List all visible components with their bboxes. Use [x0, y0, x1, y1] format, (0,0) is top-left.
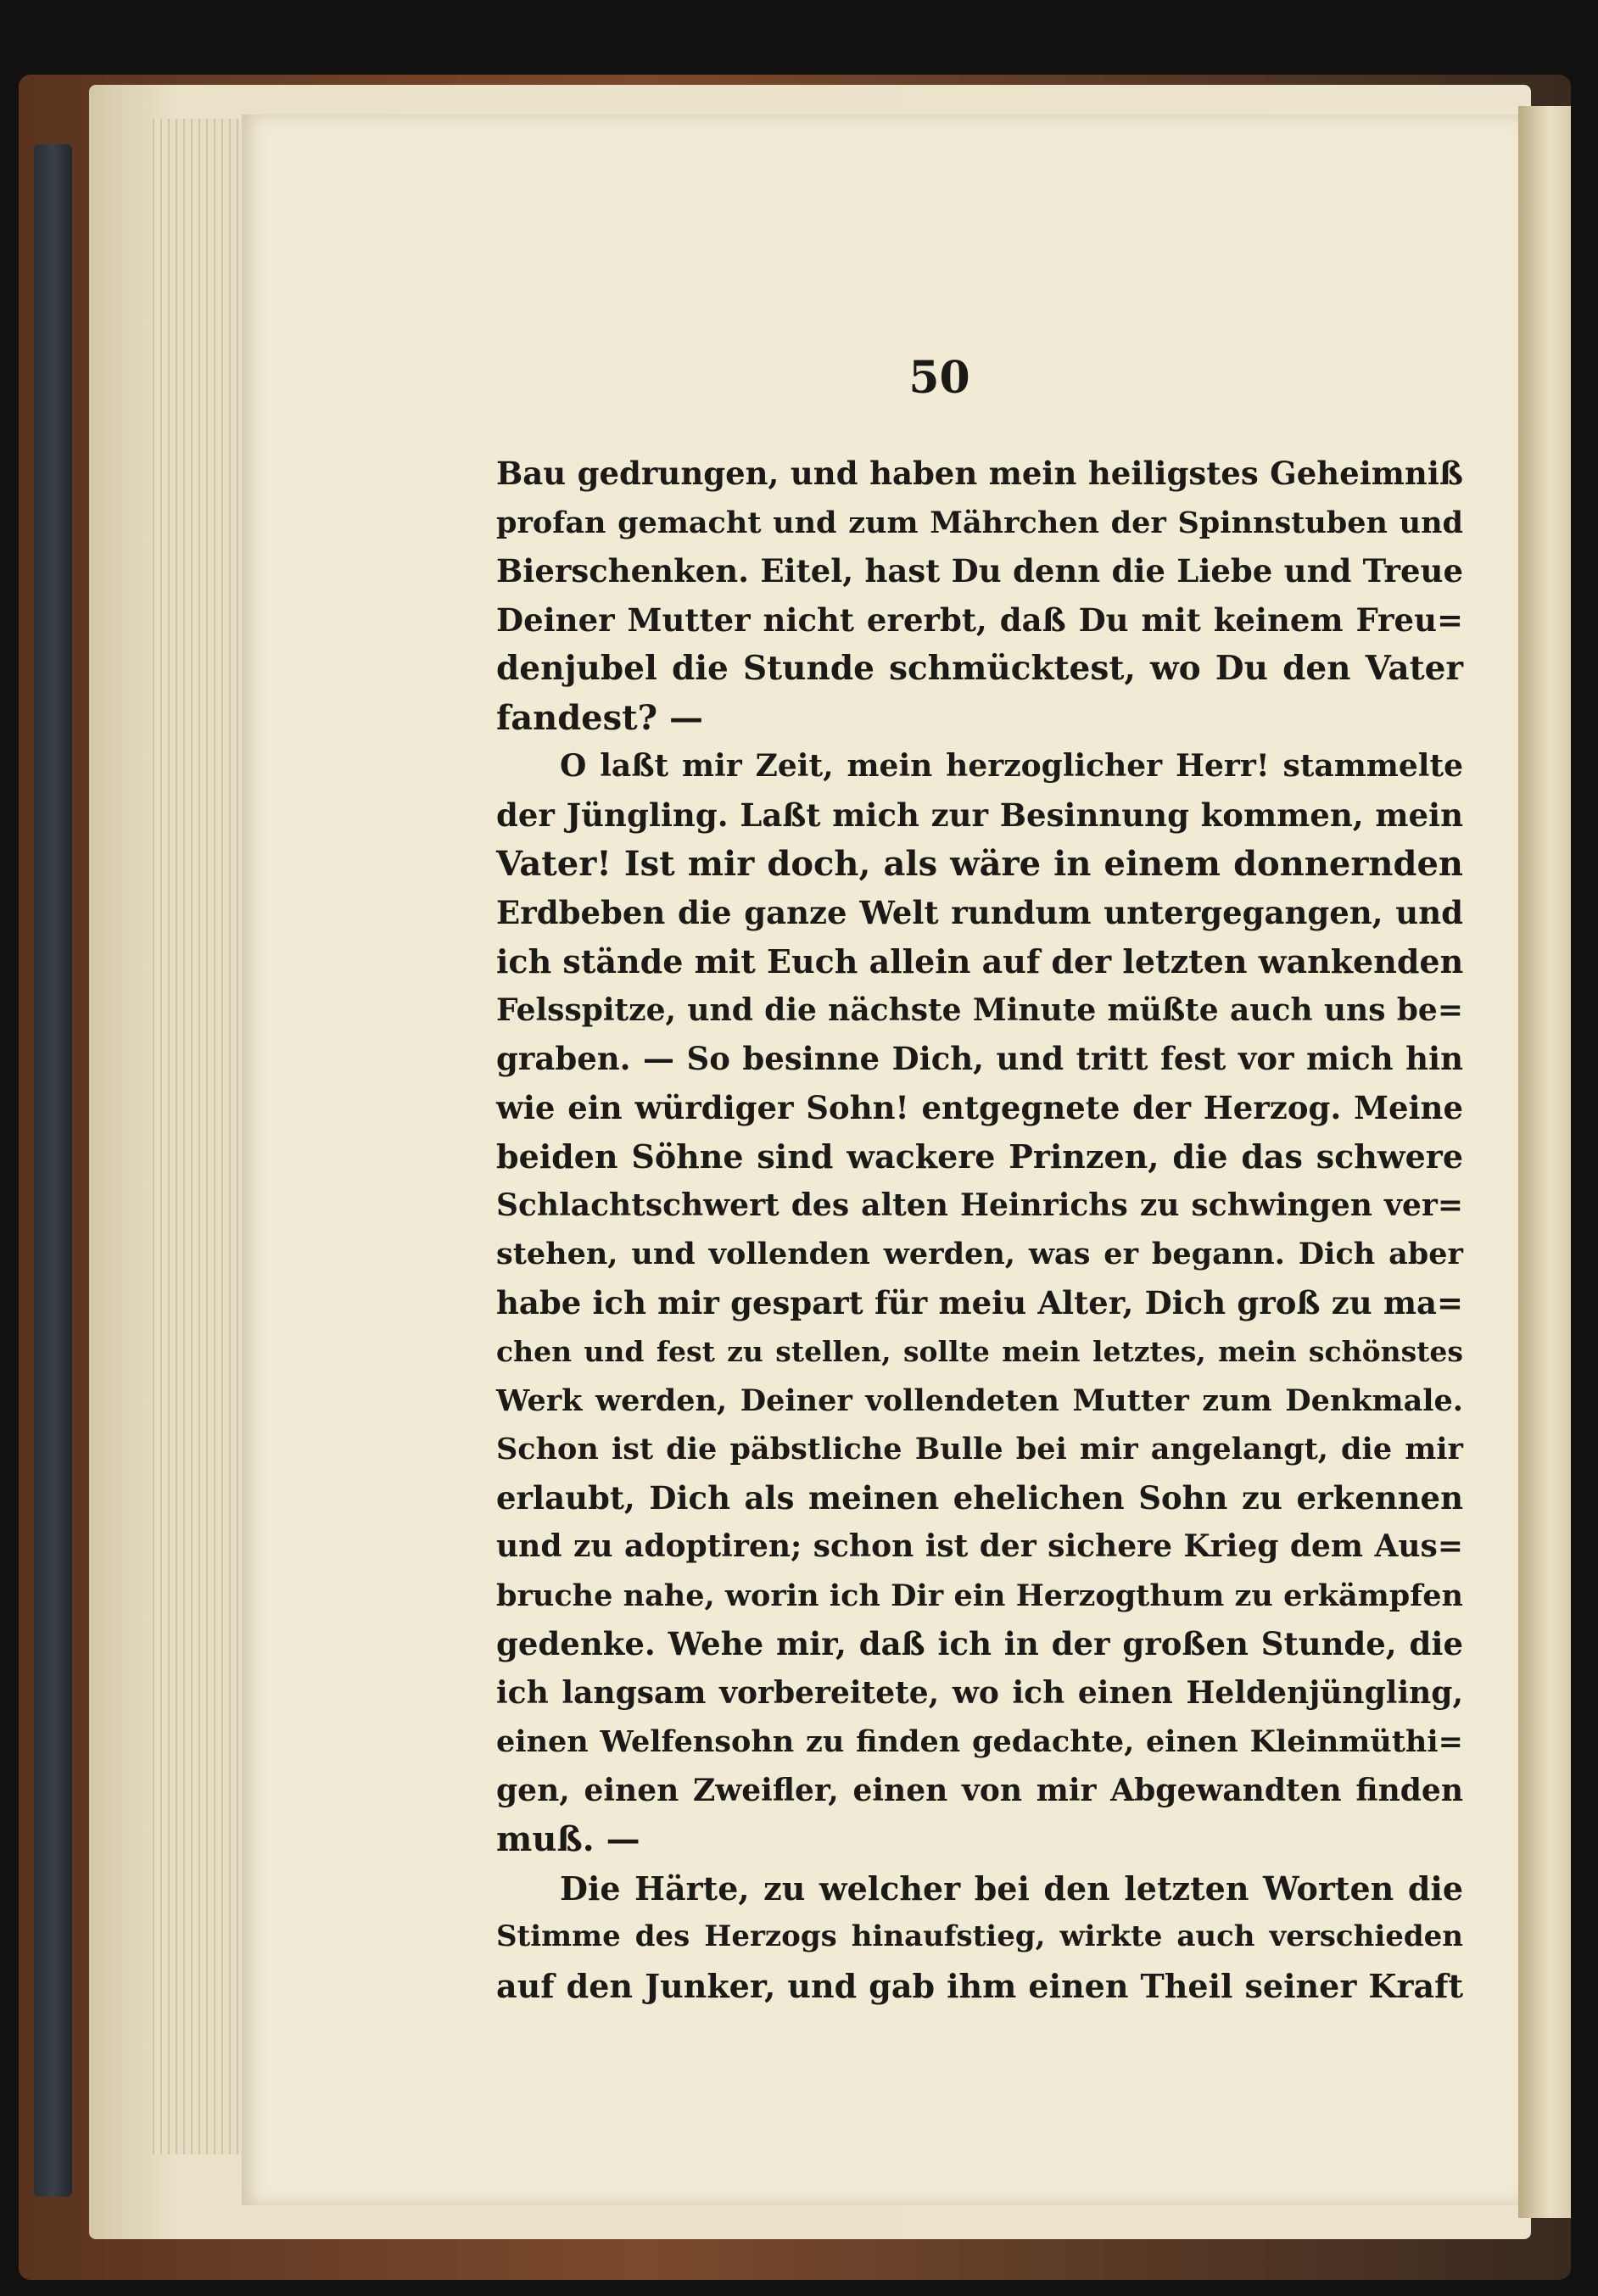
text-line: wie ein würdiger Sohn! entgegnete der Herzog. Meine: [496, 1088, 1463, 1126]
facing-page-gutter: [1518, 106, 1571, 2218]
text-line: fandest? —: [496, 697, 703, 738]
text-line: Schlachtschwert des alten Heinrichs zu schwingen ver=: [496, 1187, 1463, 1223]
text-line: ich stände mit Euch allein auf der letzten wankenden: [496, 942, 1464, 980]
text-line: chen und fest zu stellen, sollte mein letztes, mein schönstes: [496, 1335, 1463, 1368]
text-line: graben. — So besinne Dich, und tritt fest vor mich hin: [496, 1040, 1463, 1077]
text-line: beiden Söhne sind wackere Prinzen, die das schwere: [496, 1137, 1463, 1176]
text-line: Schon ist die päbstliche Bulle bei mir angelangt, die mir: [496, 1432, 1463, 1466]
text-line: erlaubt, Dich als meinen ehelichen Sohn zu erkennen: [496, 1478, 1463, 1517]
text-line: einen Welfensohn zu finden gedachte, einen Kleinmüthi=: [496, 1724, 1463, 1759]
page-number: 50: [908, 352, 970, 404]
text-line: Deiner Mutter nicht ererbt, daß Du mit keinem Freu=: [496, 601, 1463, 639]
text-line: O laßt mir Zeit, mein herzoglicher Herr! stammelte: [560, 748, 1463, 784]
text-line: bruche nahe, worin ich Dir ein Herzogthum zu erkämpfen: [496, 1578, 1463, 1613]
text-line: stehen, und vollenden werden, was er begann. Dich aber: [496, 1237, 1463, 1271]
text-line: gedenke. Wehe mir, daß ich in der großen Stunde, die: [496, 1625, 1463, 1662]
text-line: Werk werden, Deiner vollendeten Mutter zum Denkmale.: [496, 1383, 1463, 1418]
text-line: auf den Junker, und gab ihm einen Theil seiner Kraft: [496, 1966, 1463, 2005]
text-line: Erdbeben die ganze Welt rundum untergegangen, und: [496, 893, 1463, 931]
body-text: [496, 450, 1463, 2010]
text-line: Vater! Ist mir doch, als wäre in einem donnernden: [496, 844, 1463, 884]
text-line: der Jüngling. Laßt mich zur Besinnung kommen, mein: [496, 796, 1463, 834]
text-line: denjubel die Stunde schmücktest, wo Du den Vater: [496, 649, 1463, 688]
text-line: Die Härte, zu welcher bei den letzten Worten die: [560, 1869, 1463, 1908]
text-line: profan gemacht und zum Mährchen der Spinnstuben und: [496, 505, 1463, 540]
text-line: Bierschenken. Eitel, hast Du denn die Liebe und Treue: [496, 552, 1463, 589]
text-line: ich langsam vorbereitete, wo ich einen Heldenjüngling,: [496, 1674, 1463, 1711]
text-line: muß. —: [496, 1819, 640, 1859]
book-page: [242, 115, 1518, 2205]
text-line: Bau gedrungen, und haben mein heiligstes Geheimniß: [496, 455, 1463, 492]
text-line: Stimme des Herzogs hinaufstieg, wirkte auch verschieden: [496, 1919, 1463, 1953]
page-edges: [153, 119, 246, 2154]
text-line: habe ich mir gespart für meiu Alter, Dich groß zu ma=: [496, 1283, 1463, 1321]
text-line: und zu adoptiren; schon ist der sichere Krieg dem Aus=: [496, 1528, 1463, 1564]
text-line: Felsspitze, und die nächste Minute müßte auch uns be=: [496, 992, 1463, 1028]
cover-spine-edge: [34, 144, 72, 2197]
text-line: gen, einen Zweifler, einen von mir Abgewandten finden: [496, 1772, 1463, 1808]
